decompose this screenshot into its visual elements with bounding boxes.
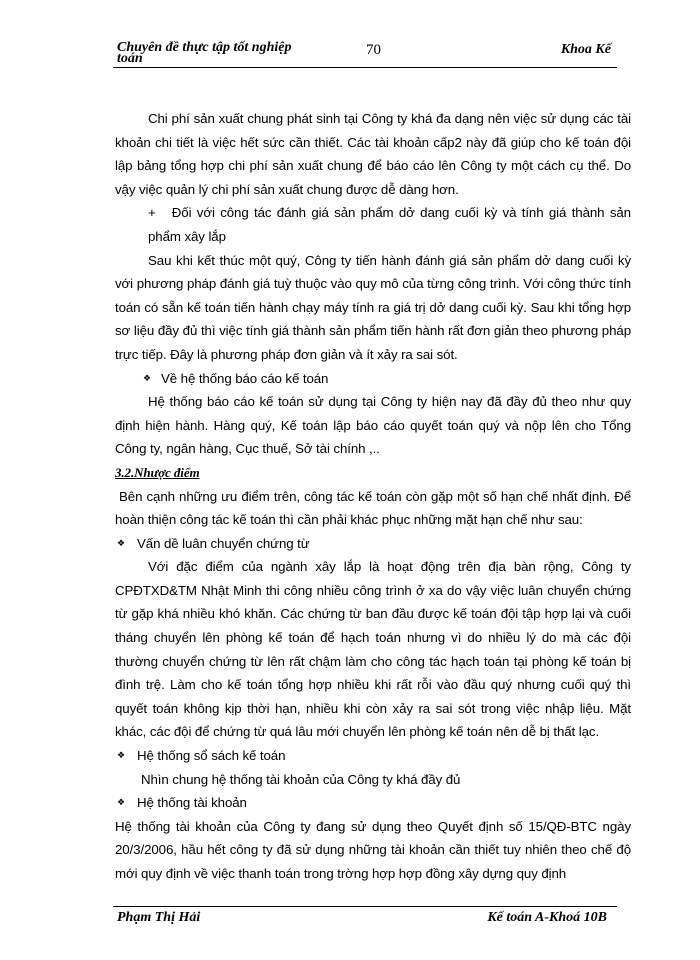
paragraph-wip-valuation: Sau khi kết thúc một quý, Công ty tiến hành đánh giá sản phẩm dở dang cuối kỳ với phương pháp đánh giá tuỳ thuộc vào quy mô của từng công trình. Với công thức tính toán có sẵn kế toán tiến hành chạy máy tính ra giá trị dở dang cuối kỳ. Sau khi tổng hợp sơ liệu đầy đủ thì việc tính giá thành sản phẩm tiến hành rất đơn giản theo phương pháp trực tiếp. Đây là phương pháp đơn giản và ít xảy ra sai sót. xyxy=(115,252,631,362)
document-body xyxy=(115,107,631,886)
bullet-item-ledgers xyxy=(115,744,631,768)
bullet-item-text: Hệ thống sổ sách kế toán xyxy=(137,748,286,764)
section-heading: 3.2.Nhược điểm xyxy=(115,464,200,480)
paragraph-overhead-accounts: Chi phí sản xuất chung phát sinh tại Công ty khá đa dạng nên việc sử dụng các tài khoản chi tiết là việc hết sức cần thiết. Các tài khoản cấp2 này đã giúp cho kế toán đội lập bảng tổng hợp chi phí sản xuất chung để báo cáo lên Công ty một cách cụ thể. Do vậy việc quản lý chi phí sản xuất chung được dễ dàng hơn. xyxy=(115,111,631,197)
header-department: Khoa Kế xyxy=(560,42,611,57)
header-title-line1: Chuyên đề thực tập tốt nghiệp xyxy=(117,40,292,55)
header-divider xyxy=(113,67,617,68)
plus-item-text: Đối với công tác đánh giá sản phẩm dở dang cuối kỳ và tính giá thành sản phẩm xây lắp xyxy=(148,205,631,244)
header-title xyxy=(117,42,317,64)
diamond-bullet-icon: ❖ xyxy=(117,797,125,808)
diamond-bullet-icon: ❖ xyxy=(117,750,125,761)
bullet-item-text: Vấn dề luân chuyển chứng từ xyxy=(137,535,310,551)
paragraph-accounts-system: Hệ thống tài khoản của Công ty đang sử dụng theo Quyết định số 15/QĐ-BTC ngày 20/3/2006, hầu hết công ty đã sử dụng những tài khoản cần thiết tuy nhiên theo chế độ mới quy định về việc thanh toán trong trờng hợp hợp đồng xây dựng quy định xyxy=(115,818,631,881)
diamond-bullet-icon: ❖ xyxy=(143,372,151,383)
paragraph-limitations-intro: Bên cạnh những ưu điểm trên, công tác kế toán còn gặp một số hạn chế nhất định. Để hoàn thiện công tác kế toán thì cần phải khác phục những mặt hạn chế như sau: xyxy=(115,488,631,528)
paragraph-ledgers: Nhìn chung hệ thống tài khoản của Công ty khá đầy đủ xyxy=(141,771,461,787)
header-title-line2: toán xyxy=(117,51,143,66)
bullet-item-accounts xyxy=(115,791,631,815)
page-header xyxy=(113,40,617,70)
bullet-item-document-flow xyxy=(115,532,631,556)
plus-list-item xyxy=(115,201,631,248)
paragraph-reporting-system: Hệ thống báo cáo kế toán sử dụng tại Công ty hiện nay đã đầy đủ theo như quy định hiện hành. Hàng quý, Kế toán lập báo cáo quyết toán quý và nộp lên cho Tổng Công ty, ngân hàng, Cục thuế, Sở tài chính ,.. xyxy=(115,394,631,457)
page-footer xyxy=(113,908,617,928)
paragraph-document-flow: Với đặc điểm của ngành xây lắp là hoạt động trên địa bàn rộng, Công ty CPĐTXD&TM Nhật Minh thi công nhiều công trình ở xa do vậy việc luân chuyển chứng từ gặp khá nhiều khó khăn. Các chứng từ ban đầu được kế toán đội tập hợp lại và cuối tháng chuyển lên phòng kế toán để hạch toán nhưng vì do nhiều lý do mà các đội thường chuyển chứng từ lên rất chậm làm cho công tác hạch toán tại phòng kế toán bị đình trệ. Làm cho kế toán tổng hợp nhiều khi rất rỗi vào đầu quý nhưng cuối quý thì quyết toán không kịp thời hạn, nhiều khi còn xảy ra sai sót trong việc nhập liệu. Mặt khác, các đội để chứng từ quá lâu mới chuyển lên phòng kế toán nên dễ bị thất lạc. xyxy=(115,559,631,740)
footer-divider xyxy=(113,906,617,907)
diamond-bullet-icon: ❖ xyxy=(117,537,125,548)
bullet-item-text: Về hệ thống báo cáo kế toán xyxy=(161,370,329,386)
footer-class: Kế toán A-Khoá 10B xyxy=(487,910,607,925)
page-number: 70 xyxy=(366,42,381,58)
bullet-item-text: Hệ thống tài khoản xyxy=(137,795,247,811)
bullet-item-reporting xyxy=(115,367,631,391)
plus-marker: + xyxy=(148,205,156,221)
footer-author: Phạm Thị Hải xyxy=(117,910,201,925)
